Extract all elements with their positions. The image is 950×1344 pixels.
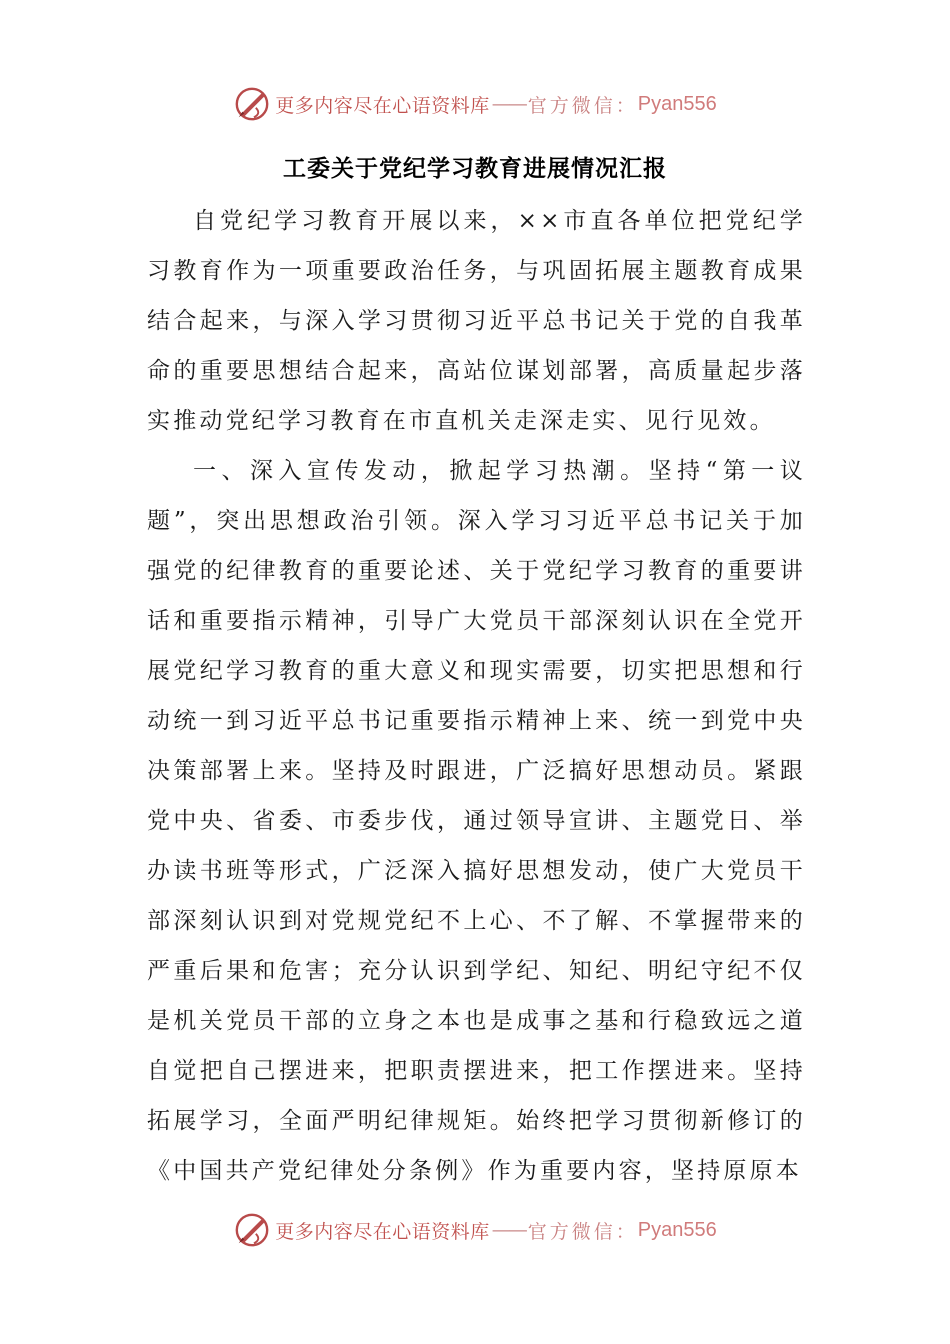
- watermark-wechat-label: 官方微信：: [527, 94, 638, 117]
- watermark-brand: 更多内容尽在心语资料库: [275, 1220, 490, 1243]
- pen-logo-icon: [233, 1211, 271, 1249]
- document-title: 工委关于党纪学习教育进展情况汇报: [283, 156, 667, 182]
- paragraph-intro: 自党纪学习教育开展以来，××市直各单位把党纪学习教育作为一项重要政治任务，与巩固拓展主题教育成果结合起来，与深入学习贯彻习近平总书记关于党的自我革命的重要思想结合起来，高站位谋划部署，高质量起步落实推动党纪学习教育在市直机关走深走实、见行见效。: [147, 208, 806, 434]
- watermark-wechat-id: Pyan556: [637, 92, 717, 115]
- watermark-wechat-label: 官方微信：: [527, 1220, 638, 1243]
- document-body: [147, 196, 806, 1196]
- watermark-dash: ——: [491, 93, 526, 115]
- pen-logo-icon: [233, 85, 271, 123]
- watermark-wechat-id: Pyan556: [637, 1218, 717, 1241]
- watermark-brand: 更多内容尽在心语资料库: [275, 94, 490, 117]
- watermark-dash: ——: [491, 1219, 526, 1241]
- paragraph-section-one: 一、深入宣传发动，掀起学习热潮。坚持“第一议题”，突出思想政治引领。深入学习习近平总书记关于加强党的纪律教育的重要论述、关于党纪学习教育的重要讲话和重要指示精神，引导广大党员干部深刻认识在全党开展党纪学习教育的重大意义和现实需要，切实把思想和行动统一到习近平总书记重要指示精神上来、统一到党中央决策部署上来。坚持及时跟进，广泛搞好思想动员。紧跟党中央、省委、市委步伐，通过领导宣讲、主题党日、举办读书班等形式，广泛深入搞好思想发动，使广大党员干部深刻认识到对党规党纪不上心、不了解、不掌握带来的严重后果和危害；充分认识到学纪、知纪、明纪守纪不仅是机关党员干部的立身之本也是成事之基和行稳致远之道自觉把自己摆进来，把职责摆进来，把工作摆进来。坚持拓展学习，全面严明纪律规矩。始终把学习贯彻新修订的《中国共产党纪律处分条例》作为重要内容，坚持原原本: [147, 458, 806, 1184]
- footer-watermark: [0, 1208, 950, 1252]
- header-watermark: [0, 82, 950, 126]
